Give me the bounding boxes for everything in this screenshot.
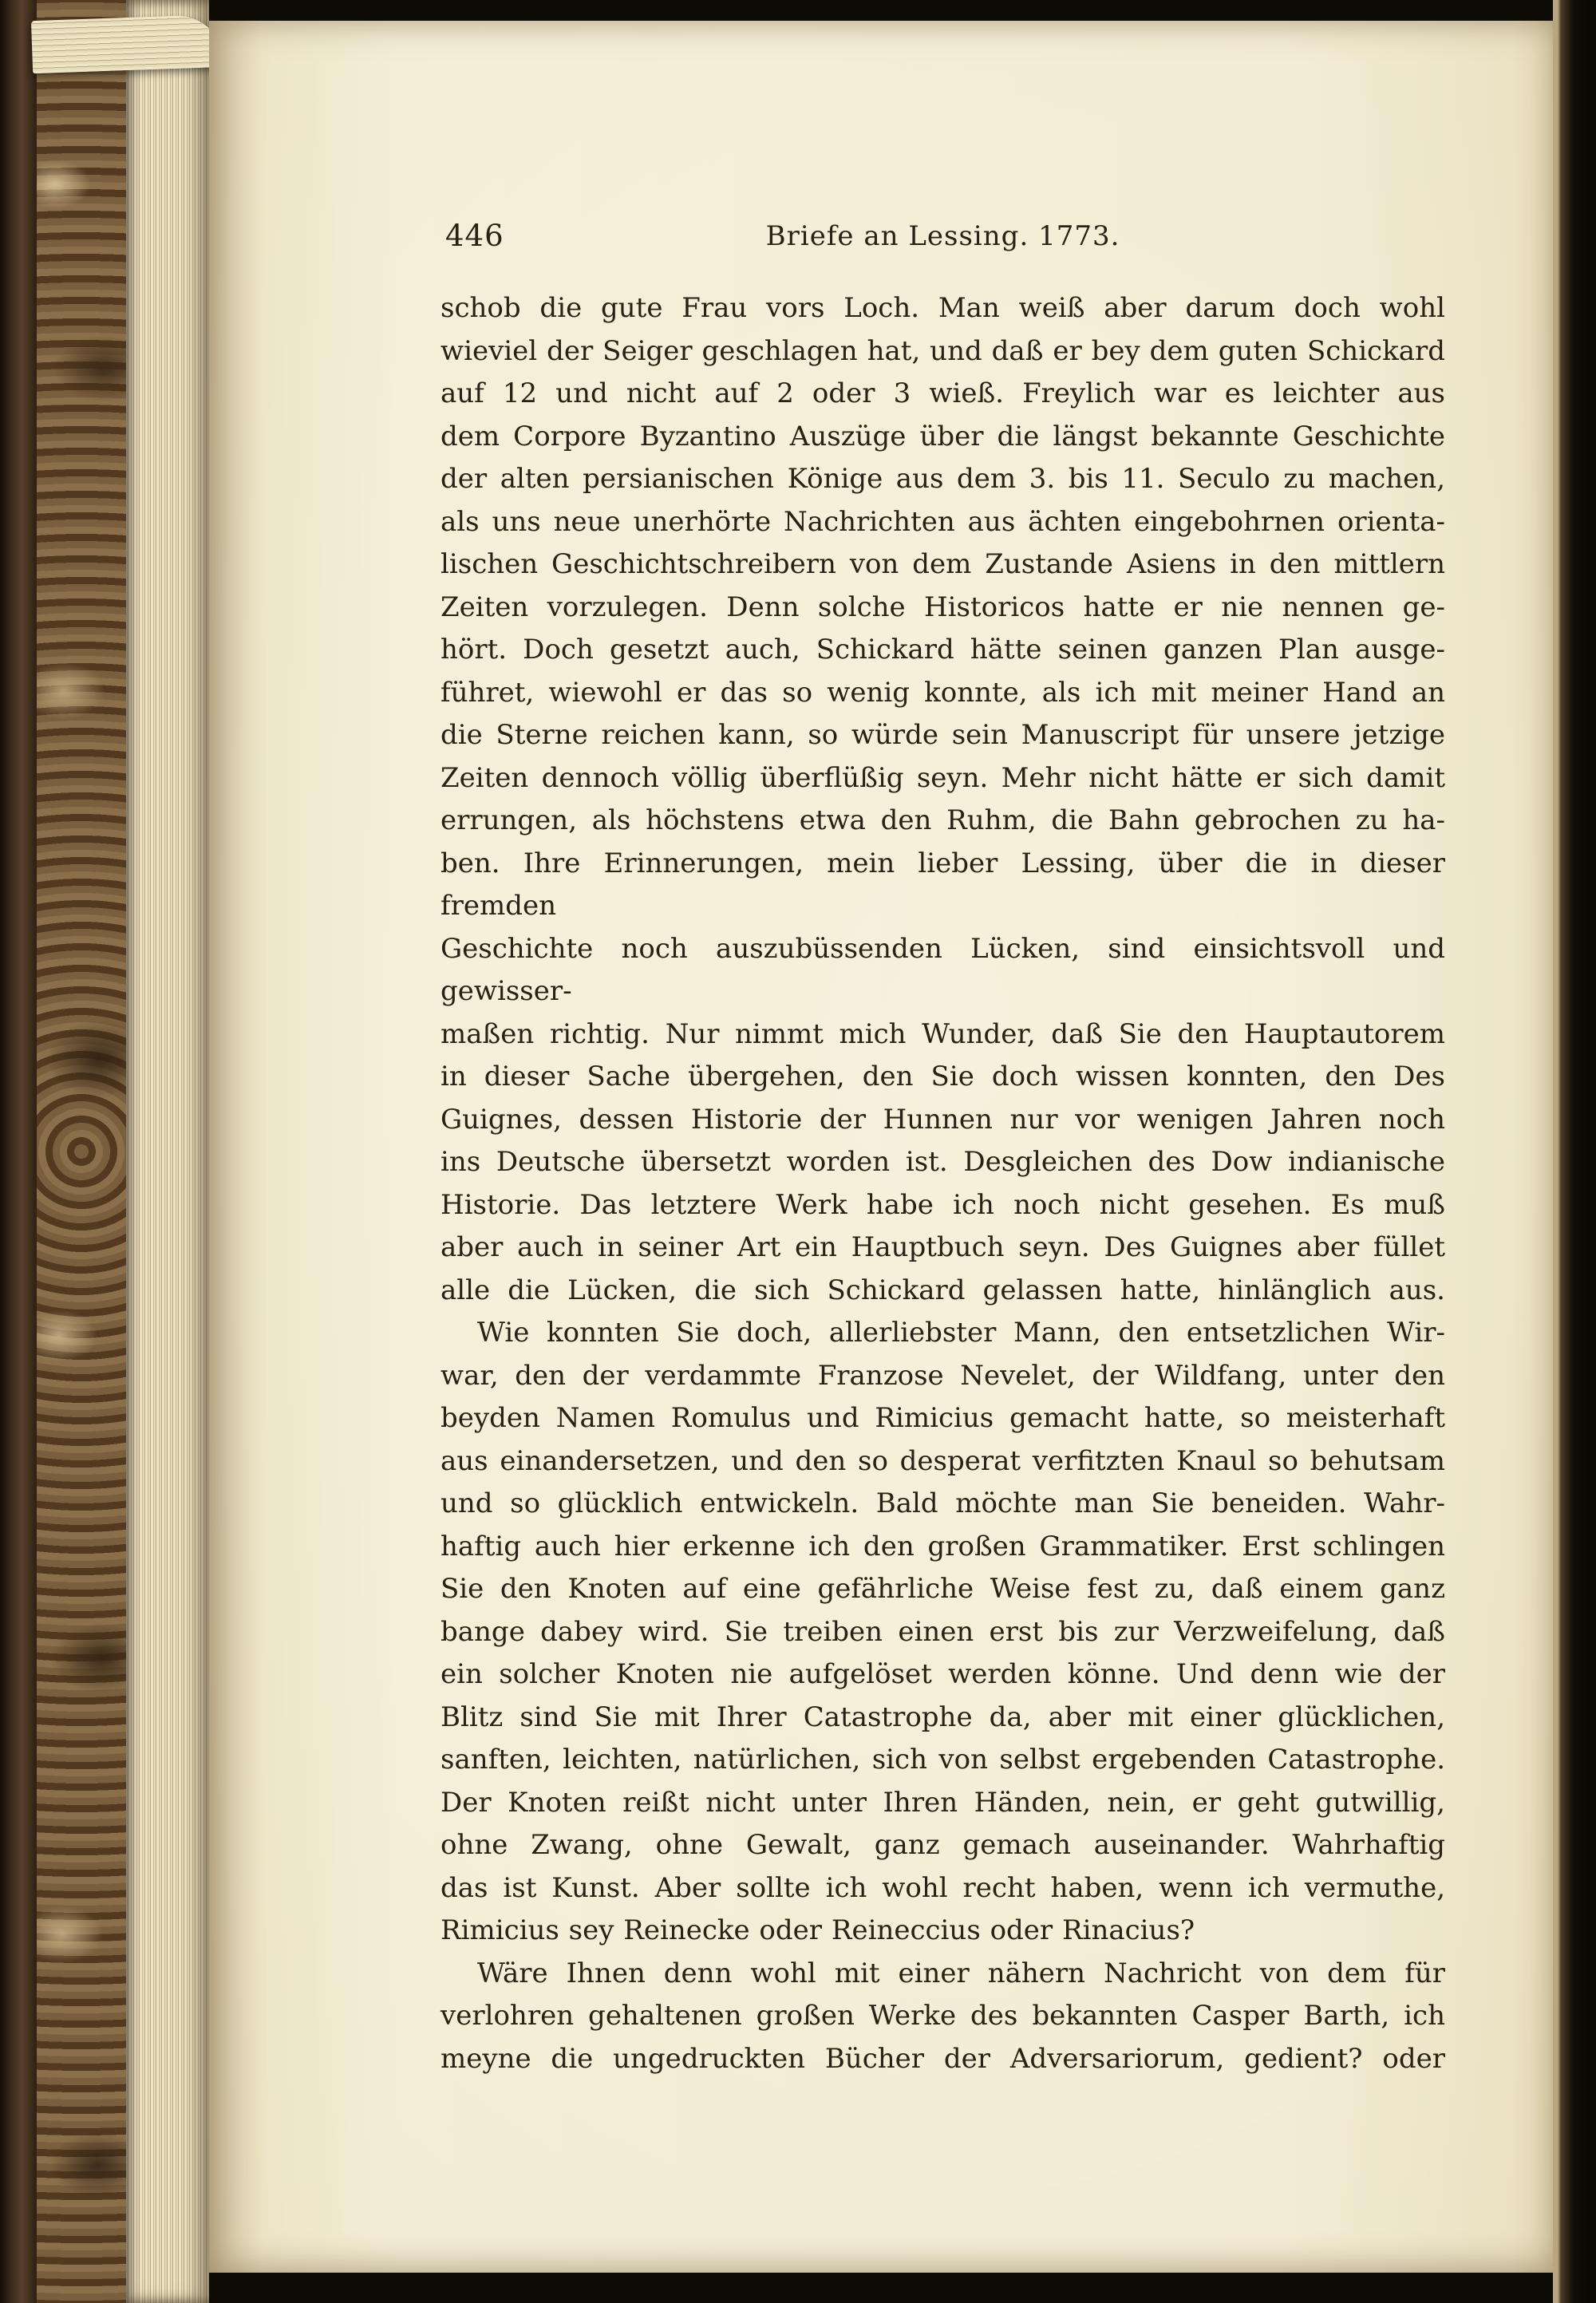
text-line: meyne die ungedruckten Bücher der Adversariorum, gedient? oder bbox=[440, 2042, 1445, 2075]
page-fore-edges bbox=[126, 0, 209, 2303]
text-line: errungen, als höchstens etwa den Ruhm, die Bahn gebrochen zu ha- bbox=[440, 804, 1445, 836]
text-line: aber auch in seiner Art ein Hauptbuch seyn. Des Guignes aber füllet bbox=[440, 1231, 1445, 1263]
text-line: die Sterne reichen kann, so würde sein Manuscript für unsere jetzige bbox=[440, 719, 1445, 751]
running-title: Briefe an Lessing. 1773. bbox=[765, 220, 1120, 252]
page-header bbox=[440, 219, 1445, 267]
leather-cover-edge bbox=[0, 0, 37, 2303]
text-line: war, den der verdammte Franzose Nevelet, der Wildfang, unter den bbox=[440, 1359, 1445, 1392]
text-line: bange dabey wird. Sie treiben einen erst bis zur Verzweifelung, daß bbox=[440, 1615, 1445, 1648]
text-line: maßen richtig. Nur nimmt mich Wunder, daß Sie den Hauptautorem bbox=[440, 1017, 1445, 1050]
text-line: aus einandersetzen, und den so desperat verfitzten Knaul so behutsam bbox=[440, 1444, 1445, 1477]
text-line: sanften, leichten, natürlichen, sich von selbst ergebenden Catastrophe. bbox=[440, 1744, 1445, 1776]
text-line: Zeiten vorzulegen. Denn solche Historicos hatte er nie nennen ge- bbox=[440, 591, 1445, 623]
text-line: Wäre Ihnen denn wohl mit einer nähern Nachricht von dem für bbox=[477, 1957, 1445, 1989]
text-line: haftig auch hier erkenne ich den großen Grammatiker. Erst schlingen bbox=[440, 1530, 1445, 1562]
text-line: lischen Geschichtschreibern von dem Zustande Asiens in den mittlern bbox=[440, 548, 1445, 580]
text-line: Rimicius sey Reinecke oder Reineccius oder Rinacius? bbox=[440, 1914, 1195, 1946]
text-line: Guignes, dessen Historie der Hunnen nur vor wenigen Jahren noch bbox=[440, 1103, 1445, 1136]
text-line: Blitz sind Sie mit Ihrer Catastrophe da, aber mit einer glücklichen, bbox=[440, 1701, 1445, 1733]
text-line: das ist Kunst. Aber sollte ich wohl recht haben, wenn ich vermuthe, bbox=[440, 1871, 1445, 1904]
text-line: auf 12 und nicht auf 2 oder 3 wieß. Freylich war es leichter aus bbox=[440, 377, 1445, 409]
text-line: ben. Ihre Erinnerungen, mein lieber Lessing, über die in dieser fremden bbox=[440, 847, 1445, 922]
text-line: und so glücklich entwickeln. Bald möchte man Sie beneiden. Wahr- bbox=[440, 1487, 1445, 1519]
text-line: ins Deutsche übersetzt worden ist. Desgleichen des Dow indianische bbox=[440, 1146, 1445, 1178]
text-line: Der Knoten reißt nicht unter Ihren Händen, nein, er geht gutwillig, bbox=[440, 1786, 1445, 1819]
text-line: wieviel der Seiger geschlagen hat, und daß er bey dem guten Schickard bbox=[440, 334, 1445, 367]
text-line: der alten persianischen Könige aus dem 3. bis 11. Seculo zu machen, bbox=[440, 463, 1445, 495]
text-line: ohne Zwang, ohne Gewalt, ganz gemach auseinander. Wahrhaftig bbox=[440, 1829, 1445, 1861]
text-line: beyden Namen Romulus und Rimicius gemacht hatte, so meisterhaft bbox=[440, 1402, 1445, 1434]
text-line: alle die Lücken, die sich Schickard gelassen hatte, hinlänglich aus. bbox=[440, 1274, 1445, 1306]
text-line: schob die gute Frau vors Loch. Man weiß aber darum doch wohl bbox=[440, 292, 1445, 324]
book-binding bbox=[0, 0, 209, 2303]
page-number: 446 bbox=[445, 219, 504, 253]
text-line: in dieser Sache übergehen, den Sie doch wissen konnten, den Des bbox=[440, 1061, 1445, 1092]
text-block bbox=[440, 287, 1445, 2080]
text-line: dem Corpore Byzantino Auszüge über die längst bekannte Geschichte bbox=[440, 420, 1445, 452]
text-line: Zeiten dennoch völlig überflüßig seyn. Mehr nicht hätte er sich damit bbox=[440, 761, 1445, 794]
text-line: Sie den Knoten auf eine gefährliche Weise fest zu, daß einem ganz bbox=[440, 1573, 1445, 1605]
text-line: Geschichte noch auszubüssenden Lücken, sind einsichtsvoll und gewisser- bbox=[440, 932, 1445, 1007]
text-line: verlohren gehaltenen großen Werke des bekannten Casper Barth, ich bbox=[440, 2000, 1445, 2032]
text-line: ein solcher Knoten nie aufgelöset werden könne. Und denn wie der bbox=[440, 1658, 1445, 1690]
marbled-endpaper bbox=[37, 0, 126, 2303]
page-content-area bbox=[440, 219, 1445, 2273]
page-top-edges bbox=[31, 14, 224, 73]
text-line: als uns neue unerhörte Nachrichten aus ächten eingebohrnen orienta- bbox=[440, 505, 1445, 538]
text-line: hört. Doch gesetzt auch, Schickard hätte seinen ganzen Plan ausge- bbox=[440, 634, 1445, 666]
book-page bbox=[209, 21, 1553, 2273]
right-page-edge bbox=[1553, 0, 1596, 2303]
text-line: führet, wiewohl er das so wenig konnte, als ich mit meiner Hand an bbox=[440, 676, 1445, 709]
text-line: Historie. Das letztere Werk habe ich noch nicht gesehen. Es muß bbox=[440, 1188, 1445, 1221]
text-line: Wie konnten Sie doch, allerliebster Mann, den entsetzlichen Wir- bbox=[477, 1317, 1445, 1349]
